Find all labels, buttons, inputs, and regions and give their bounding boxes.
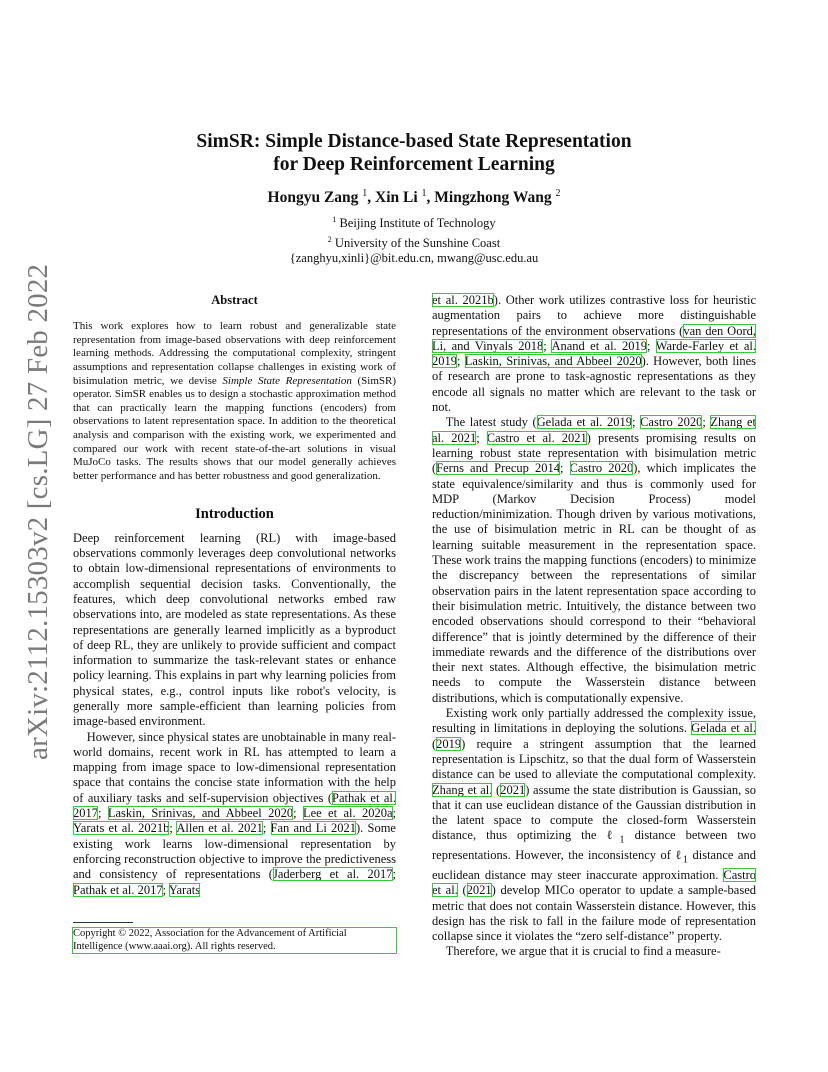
citation-link[interactable]: Ferns and Precup 2014 — [436, 461, 560, 476]
citation-link[interactable]: Yarats et al. 2021b — [73, 821, 170, 836]
subscript: 1 — [619, 834, 625, 846]
citation-link[interactable]: Anand et al. 2019 — [551, 338, 648, 353]
right-paragraph-2: The latest study (Gelada et al. 2019; Castro 2020; Zhang et al. 2021; Castro et al. 2021) presents promising results on learning robust state representation with bisimulation metric (Ferns and Precup 2014; Castro 2020), which implicates the state equivalence/similarity and thus is commonly used for MDP (Markov Decision Process) model reduction/minimization. Though driven by various motivations, the use of bisimulation metric in RL can be thought of as learning suitable measurement in the representation space. These work trains the mapping functions (encoders) to minimize the discrepancy between the representations of similar observation pairs in the latent representation space according to their bisimulation metric. Intuitively, the distance between two encoded observations should correspond to their “behavioral difference” that is jointly determined by the difference of their immediate rewards and the difference of the distributions over their next states. Although effective, the bisimulation metric needs to compute the Wasserstein distance between distributions, which is computationally expensive. — [432, 415, 756, 705]
affiliation-name: University of the Sunshine Coast — [334, 235, 501, 250]
citation-year-link[interactable]: 2019 — [436, 736, 462, 751]
left-column — [73, 293, 396, 898]
citation-link[interactable]: Zhang et al. 2021 — [432, 415, 756, 445]
intro-paragraph-2: However, since physical states are unobtainable in many real-world domains, recent work in RL has attempted to learn a mapping from image space to low-dimensional representation space that contains the concise state information with the help of auxiliary tasks and self-supervision objectives (Pathak et al. 2017; Laskin, Srinivas, and Abbeel 2020; Lee et al. 2020a; Yarats et al. 2021b; Allen et al. 2021; Fan and Li 2021). Some existing work learns low-dimensional representation by enforcing reconstruction objective to improve the predictiveness and consistency of representations (Jaderberg et al. 2017; Pathak et al. 2017; Yarats — [73, 729, 396, 897]
author-name: Xin Li — [375, 189, 418, 206]
citation-year-link[interactable]: 2021 — [466, 883, 492, 898]
author-affiliation-mark: 2 — [555, 188, 561, 199]
subscript: 1 — [682, 854, 688, 866]
author-affiliation-mark: 1 — [362, 188, 368, 199]
footnote-rule — [73, 922, 133, 923]
affiliation-line — [70, 212, 758, 232]
abstract-emphasis: Simple State Representation — [222, 374, 352, 387]
right-paragraph-1: et al. 2021b). Other work utilizes contrastive loss for heuristic augmentation pairs to achieve more distinguishable representations of the environment observations (van den Oord, Li, and Vinyals 2018; Anand et al. 2019; Warde-Farley et al. 2019; Laskin, Srinivas, and Abbeel 2020). However, both lines of research are prone to task-agnostic representations as they encode all signals no matter which are relevant to the task or not. — [432, 293, 756, 415]
citation-link[interactable]: Warde-Farley et al. 2019 — [432, 338, 756, 369]
introduction-heading: Introduction — [195, 506, 274, 523]
affiliation-name: Beijing Institute of Technology — [339, 216, 496, 230]
citation-link[interactable]: Castro et al. 2021 — [486, 430, 587, 445]
citation-link[interactable]: Castro 2020 — [569, 461, 634, 476]
citation-link[interactable]: Laskin, Srinivas, and Abbeel 2020 — [464, 354, 642, 369]
citation-link[interactable]: Castro 2020 — [640, 415, 703, 430]
abstract-heading: Abstract — [211, 293, 258, 307]
affiliation-number: 2 — [327, 234, 332, 244]
arxiv-identifier: arXiv:2112.15303v2 [cs.LG] 27 Feb 2022 — [22, 263, 54, 760]
right-column — [432, 293, 756, 960]
paper-title — [70, 130, 758, 176]
citation-link[interactable]: Gelada et al. 2019 — [536, 415, 632, 430]
affiliation-line — [70, 232, 758, 252]
citation-year-link[interactable]: 2021 — [500, 782, 526, 797]
citation-link[interactable]: Pathak et al. 2017 — [73, 790, 396, 821]
title-line-1: SimSR: Simple Distance-based State Representation — [196, 131, 632, 152]
citation-link[interactable]: Allen et al. 2021 — [176, 821, 263, 836]
author-name: Hongyu Zang — [267, 189, 359, 206]
citation-link[interactable]: Zhang et al. — [432, 782, 493, 797]
author-list: Hongyu Zang $^1$, Xin Li $^1$, Mingzhong Wang $^2$ — [267, 188, 561, 206]
citation-link[interactable]: Lee et al. 2020a — [302, 806, 393, 821]
citation-link[interactable]: Laskin, Srinivas, and Abbeel 2020 — [107, 806, 294, 821]
citation-link[interactable]: Yarats — [168, 882, 201, 897]
citation-link[interactable]: Fan and Li 2021 — [270, 821, 357, 836]
citation-link[interactable]: Jaderberg et al. 2017 — [272, 867, 393, 882]
author-affiliation-mark: 1 — [421, 188, 427, 199]
title-line-2: for Deep Reinforcement Learning — [273, 154, 555, 175]
intro-paragraph-1: Deep reinforcement learning (RL) with image-based observations commonly leverages deep convolutional networks to obtain low-dimensional representations of environments to accomplish sequential decision tasks. Conventionally, the features, which deep convolutional networks embed raw observations into, are modeled as state representations. As these representations are generally learned implicitly as a byproduct of deep RL, they are unlikely to provide sufficient and compact information to summarize the task-relevant states or enhance policy learning. This explains in part why learning policies from physical states, e.g., control inputs like robot's velocity, is generally more sample-efficient than learning policies from image-based environment. — [73, 530, 396, 729]
citation-link[interactable]: et al. 2021b — [432, 293, 494, 307]
right-paragraph-3: Existing work only partially addressed the complexity issue, resulting in limitations in deploying the solutions. Gelada et al. (2019) require a stringent assumption that the learned representation is Lipschitz, so that the dual form of Wasserstein distance can be used to alleviate the computational complexity. Zhang et al. (2021) assume the state distribution is Gaussian, so that it can use euclidean distance of the Gaussian distribution in the latent space to compute the closed-form Wasserstein distance, thus optimizing the ℓ$_1$ distance between two representations. However, the inconsistency of ℓ$_1$ distance and euclidean distance may steer inaccurate approximation. Castro et al. (2021) develop MICo operator to update a sample-based metric that does not contain Wasserstein distance. However, this design has the risk to fall in the failure mode of representation collapse since it violates the “zero self-distance” property. — [432, 706, 757, 944]
author-name: Mingzhong Wang — [434, 189, 552, 206]
author-emails: {zanghyu,xinli}@bit.edu.cn, mwang@usc.edu.au — [289, 251, 539, 265]
copyright-notice[interactable]: Copyright © 2022, Association for the Advancement of Artificial Intelligence (www.aaai.org). All rights reserved. — [73, 928, 396, 953]
citation-link[interactable]: Castro et al. — [432, 867, 756, 898]
affiliations — [70, 212, 758, 267]
abstract-text: This work explores how to learn robust and generalizable state representation from image-based observations with deep reinforcement learning methods. Addressing the computational complexity, stringent assumptions and representation collapse challenges in existing work of bisimulation metric, we devise Simple State Representation (SimSR) operator. SimSR enables us to design a stochastic approximation method that can practically learn the mapping functions (encoders) from observations to latent representation space. In addition to the theoretical analysis and comparison with the existing work, we experimented and compared our work with recent state-of-the-art solutions in visual MuJoCo tasks. The results shows that our model generally achieves better performance and has better robustness and good generalization. — [73, 320, 396, 482]
citation-link[interactable]: van den Oord, Li, and Vinyals 2018 — [432, 323, 756, 353]
citation-link[interactable]: Gelada et al. — [691, 721, 757, 736]
citation-link[interactable]: Pathak et al. 2017 — [73, 882, 163, 897]
right-paragraph-4: Therefore, we argue that it is crucial to find a measure- — [445, 944, 721, 959]
affiliation-number: 1 — [332, 215, 337, 224]
